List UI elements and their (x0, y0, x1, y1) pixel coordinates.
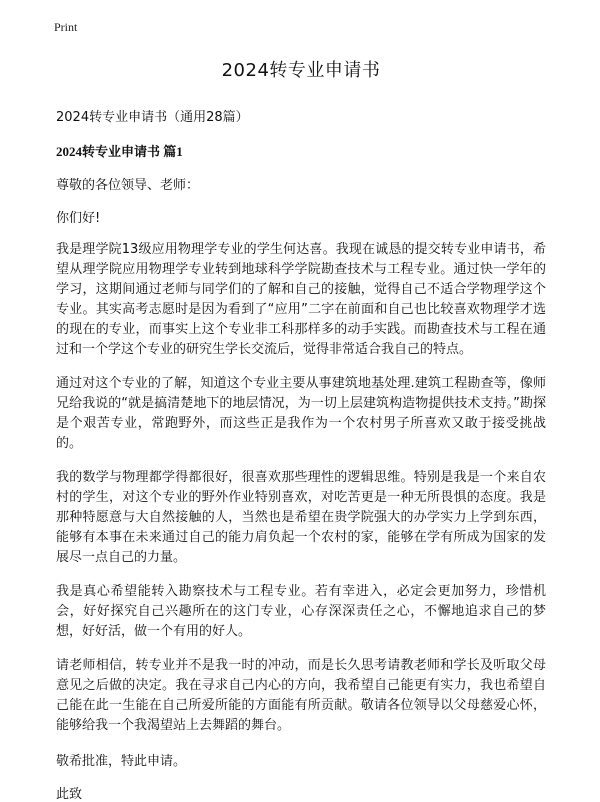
body-paragraph: 请老师相信，转专业并不是我一时的冲动，而是长久思考请教老师和学长及听取父母意见之后做的决定。我在寻求自己内心的方向，我希望自己能更有实力，我也希望自己能在此一生能在自己所爱所能的方面能有所贡献。敬请各位领导以父母慈爱心怀，能够给我一个我渴望站上去舞蹈的舞台。 (56, 658, 546, 733)
section-heading: 2024转专业申请书 篇1 (56, 144, 183, 159)
body-paragraph: 我是理学院13级应用物理学专业的学生何达喜。我现在诚恳的提交转专业申请书，希望从理学院应用物理学专业转到地球科学学院勘查技术与工程专业。通过快一学年的学习，这期间通过老师与同学们的了解和自己的接触，觉得自己不适合学物理学这个专业。其实高考志愿时是因为看到了“应用”二字在前面和自己也比较喜欢物理学才选的现在的专业，而事实上这个专业非工科那样多的动手实践。而勘查技术与工程在通过和一个学这个专业的研究生学长交流后，觉得非常适合我自己的特点。 (56, 242, 546, 357)
document-subtitle: 2024转专业申请书（通用28篇） (56, 110, 249, 125)
salutation: 尊敬的各位领导、老师： (56, 178, 200, 193)
document-title: 2024转专业申请书 (221, 60, 381, 81)
greeting: 你们好! (56, 211, 101, 226)
body-paragraph: 我的数学与物理都学得都很好，很喜欢那些理性的逻辑思维。特别是我是一个来自农村的学生，对这个专业的野外作业特别喜欢，对吃苦更是一种无所畏惧的态度。我是那种特愿意与大自然接触的人，当然也是希望在贵学院强大的办学实力上学到东西，能够有本事在未来通过自己的能力肩负起一个农村的家，能够在学有所成为国家的发展尽一点自己的力量。 (56, 470, 546, 565)
closing-line: 敬希批准，特此申请。 (56, 754, 187, 769)
body-paragraph: 我是真心希望能转入勘察技术与工程专业。若有幸进入，必定会更加努力，珍惜机会，好好探究自己兴趣所在的这门专业，心存深深责任之心，不懈地追求自己的梦想，好好活，做一个有用的好人。 (56, 584, 546, 639)
sign-off: 此致 (56, 787, 83, 802)
print-link[interactable]: Print (54, 20, 78, 34)
body-paragraph: 通过对这个专业的了解，知道这个专业主要从事建筑地基处理.建筑工程勘查等，像师兄给我说的“就是搞清楚地下的地层情况，为一切上层建筑构造物提供技术支持。”勘探是个艰苦专业，常跑野外，而这些正是我作为一个农村男子所喜欢又敢于接受挑战的。 (56, 376, 546, 451)
document-page (56, 56, 546, 802)
